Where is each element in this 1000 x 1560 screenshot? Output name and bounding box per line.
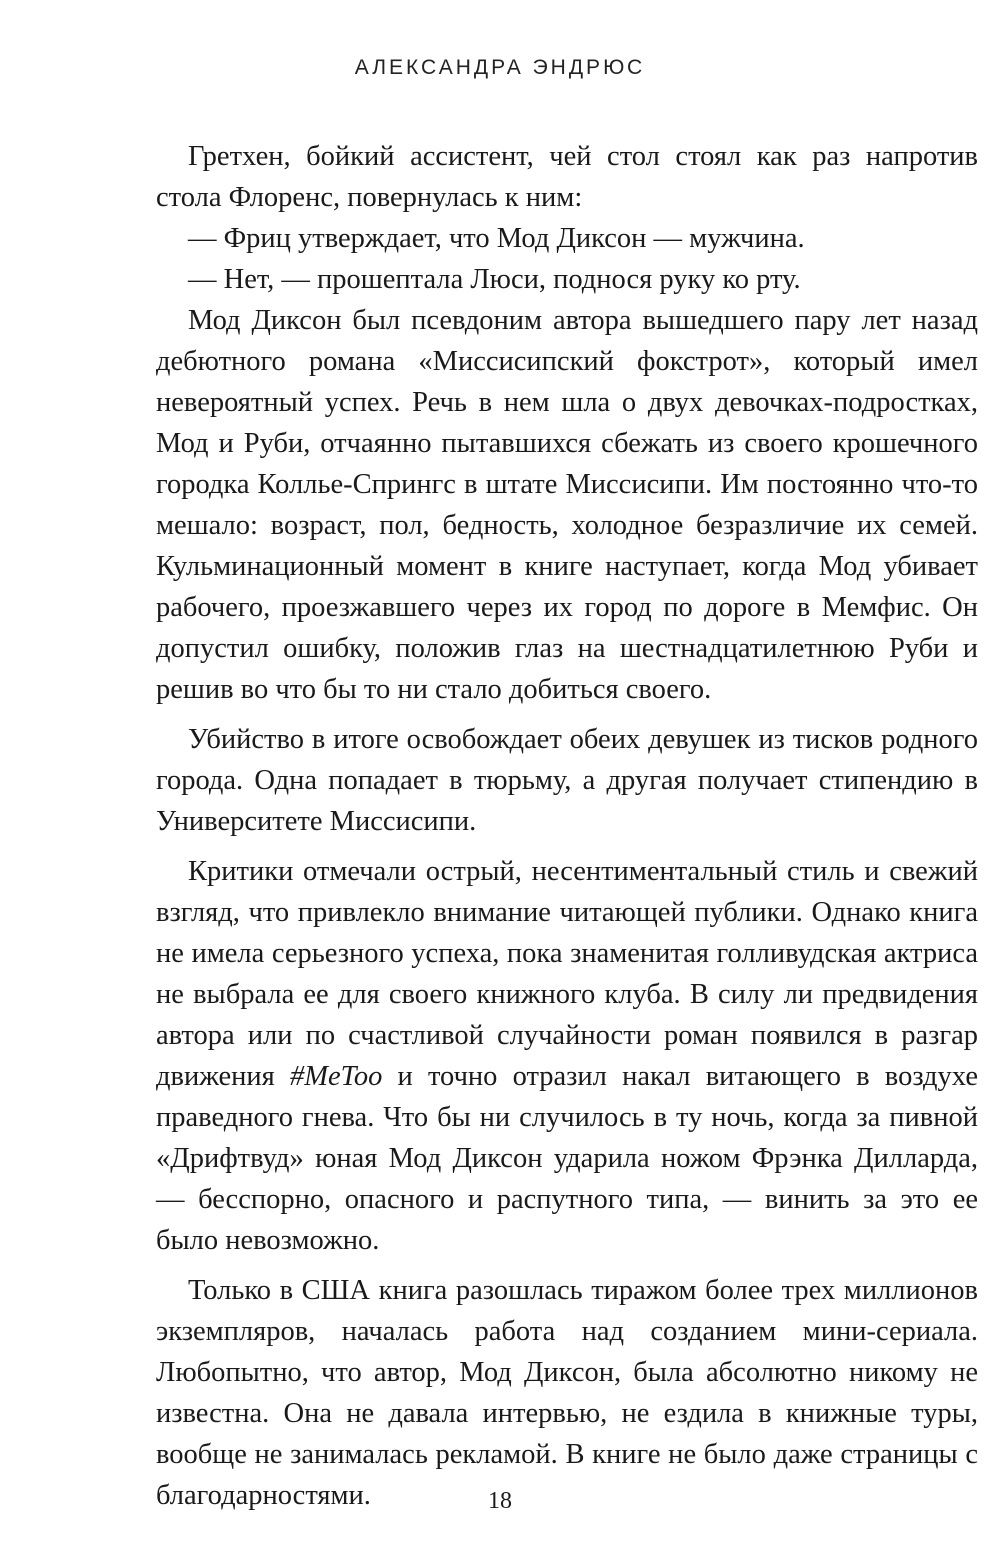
body-text	[156, 136, 978, 1516]
paragraph-2: Мод Диксон был псевдоним автора вышедшего пару лет назад дебютного романа «Миссисипский фокстрот», который имел невероятный успех. Речь в нем шла о двух девочках-подростках, Мод и Руби, отчаянно пытавшихся сбежать из своего крошечного городка Коллье-Спрингс в штате Миссисипи. Им постоянно что-то мешало: возраст, пол, бедность, холодное безразличие их семей. Кульминационный момент в книге наступает, когда Мод убивает рабочего, проезжавшего через их город по дороге в Мемфис. Он допустил ошибку, положив глаз на шестнадцатилетнюю Руби и решив во что бы то ни стало добиться своего.	[156, 305, 978, 705]
running-head: АЛЕКСАНДРА ЭНДРЮС	[354, 56, 646, 79]
paragraph-3: Убийство в итоге освобождает обеих девушек из тисков родного города. Одна попадает в тюрьму, а другая получает стипендию в Университете Миссисипи.	[156, 724, 978, 837]
paragraph-1: Гретхен, бойкий ассистент, чей стол стоял как раз напротив стола Флоренс, повернулась к ним:	[156, 141, 978, 213]
paragraph-5: Только в США книга разошлась тиражом более трех миллионов экземпляров, началась работа над созданием мини-сериала. Любопытно, что автор, Мод Диксон, была абсолютно никому не известна. Она не давала интервью, не ездила в книжные туры, вообще не занималась рекламой. В книге не было даже страницы с благодарностями.	[156, 1275, 978, 1511]
paragraph-4	[156, 851, 978, 1261]
page-number: 18	[488, 1488, 512, 1514]
hashtag-metoo: #MeToo	[289, 1061, 383, 1092]
paragraph-4-text-start: Критики отмечали острый, несентиментальный стиль и свежий взгляд, что привлекло внимание читающей публики. Однако книга не имела серьезного успеха, пока знаменитая голливудская актриса не выбрала ее для своего книжного клуба. В силу ли предвидения автора или по счастливой случайности роман появился в разгар движения	[156, 856, 978, 1092]
dialogue-line-1: — Фриц утверждает, что Мод Диксон — мужчина.	[188, 223, 805, 254]
dialogue-line-2: — Нет, — прошептала Люси, поднося руку ко рту.	[188, 264, 801, 295]
paragraph-4-text-end: и точно отразил накал витающего в воздухе праведного гнева. Что бы ни случилось в ту ночь, когда за пивной «Дрифтвуд» юная Мод Диксон ударила ножом Фрэнка Дилларда, — бесспорно, опасного и распутного типа, — винить за это ее было невозможно.	[156, 1061, 979, 1256]
